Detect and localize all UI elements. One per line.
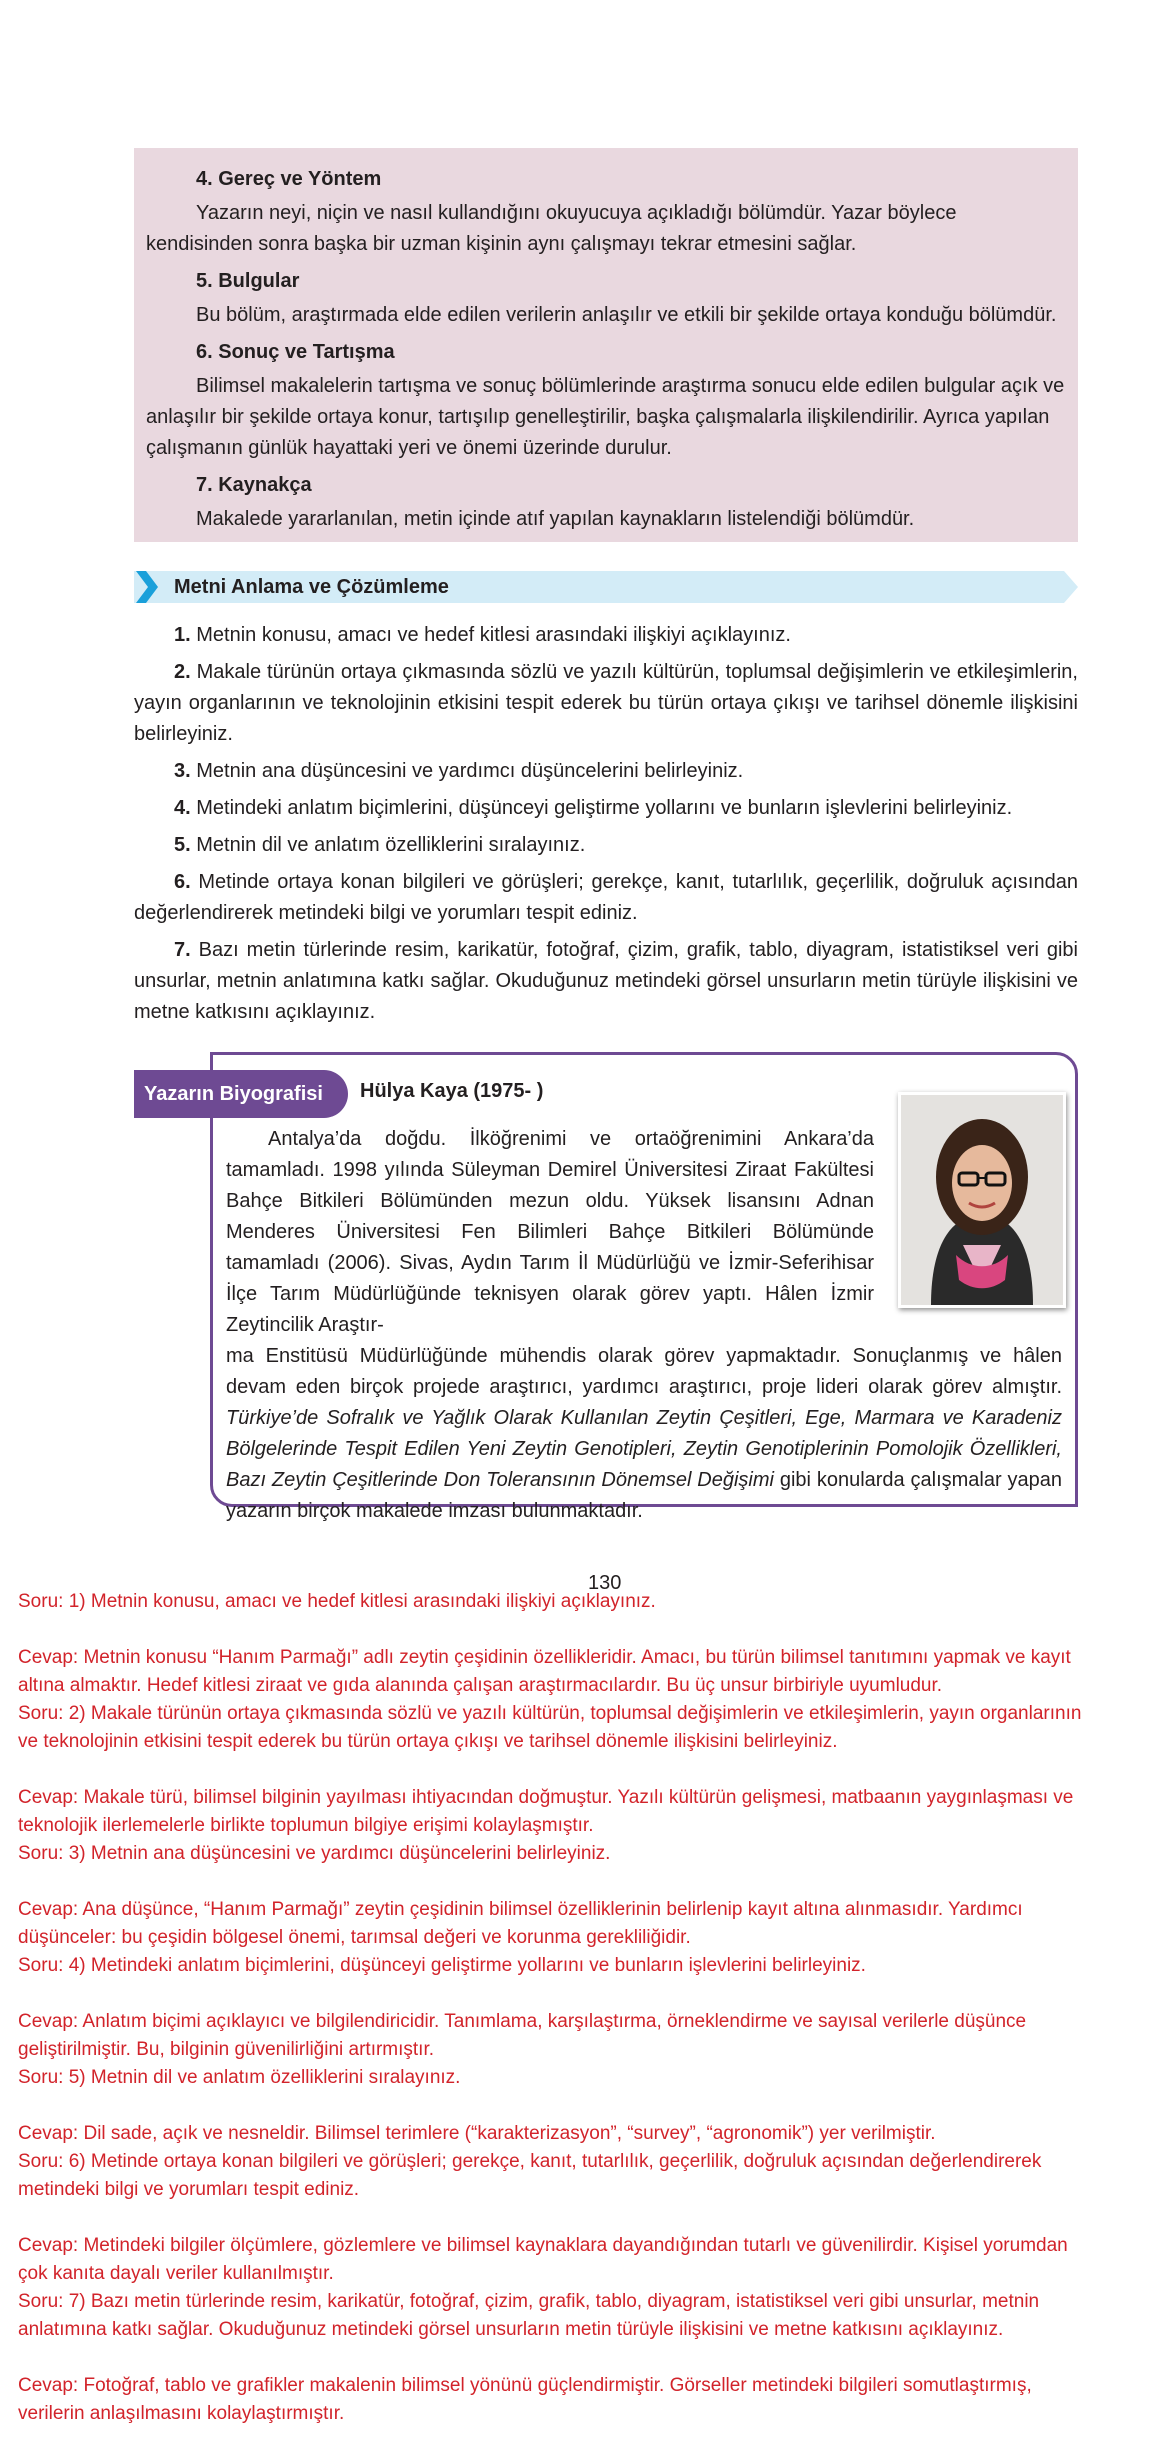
answer-spacer <box>18 2204 1176 2232</box>
answer-line: Soru: 4) Metindeki anlatım biçimlerini, düşünceyi geliştirme yollarını ve bunların işlevlerini belirleyiniz. <box>18 1955 866 1976</box>
question-text: Metnin konusu, amacı ve hedef kitlesi arasındaki ilişkiyi açıklayınız. <box>196 624 791 646</box>
question-text: Metnin dil ve anlatım özelliklerini sıralayınız. <box>196 834 586 856</box>
section-7-text: Makalede yararlanılan, metin içinde atıf yapılan kaynakların listelendiği bölümdür. <box>196 508 915 530</box>
question-number: 4. <box>174 797 191 819</box>
section-5-text: Bu bölüm, araştırmada elde edilen verilerin anlaşılır ve etkili bir şekilde ortaya konduğu bölümdür. <box>196 304 1057 326</box>
question-text: Metnin ana düşüncesini ve yardımcı düşüncelerini belirleyiniz. <box>196 760 744 782</box>
answer-line: Cevap: Metindeki bilgiler ölçümlere, gözlemlere ve bilimsel kaynaklara dayandığından tutarlı ve güvenilirdir. Kişisel yorumdan <box>18 2235 1068 2256</box>
answer-line: ve teknolojinin etkisini tespit ederek bu türün ortaya çıkışı ve tarihsel dönemle ilişkisini belirleyiniz. <box>18 1731 838 1752</box>
question-number: 7. <box>174 939 191 961</box>
analysis-questions <box>134 620 1078 1034</box>
question-item <box>134 935 1078 1028</box>
question-item <box>134 620 1078 651</box>
section-7-title: 7. Kaynakça <box>196 474 312 496</box>
biography-tab: Yazarın Biyografisi <box>134 1070 348 1118</box>
biography-intro: Antalya’da doğdu. İlköğrenimi ve ortaöğrenimini Ankara’da tamamladı. 1998 yılında Süleyman Demirel Üniversitesi Ziraat Fakültesi Bahçe Bitkileri Bölümünden mezun oldu. Yüksek lisansını Adnan Menderes Üniversitesi Fen Bilimleri Bahçe Bitkileri Bölümünde tamamladı (2006). Sivas, Aydın Tarım İl Müdürlüğü ve İzmir-Seferihisar İlçe Tarım Müdürlüğünde teknisyen olarak görev yaptı. Hâlen İzmir Zeytincilik Araştır- <box>226 1128 874 1336</box>
answer-line: çok kanıta dayalı veriler kullanılmıştır. <box>18 2263 334 2284</box>
biography-rest <box>226 1341 1062 1527</box>
answer-spacer <box>18 2344 1176 2372</box>
answer-line: Soru: 1) Metnin konusu, amacı ve hedef kitlesi arasındaki ilişkiyi açıklayınız. <box>18 1591 656 1612</box>
question-number: 6. <box>174 871 191 893</box>
question-text: Metindeki anlatım biçimlerini, düşünceyi geliştirme yollarını ve bunların işlevlerini belirleyiniz. <box>196 797 1013 819</box>
question-number: 1. <box>174 624 191 646</box>
answer-spacer <box>18 2092 1176 2120</box>
biography-text <box>226 1124 1062 1527</box>
answer-line: verilerin anlaşılmasını kolaylaştırmıştır. <box>18 2403 345 2424</box>
answer-line: Cevap: Dil sade, açık ve nesneldir. Bilimsel terimlere (“karakterizasyon”, “survey”, “agronomik”) yer verilmiştir. <box>18 2123 936 2144</box>
analysis-header-band <box>134 571 1078 603</box>
biography-intro-wrap <box>226 1124 874 1341</box>
question-number: 5. <box>174 834 191 856</box>
biography-end: gibi konularda çalışmalar yapan yazarın birçok makalede imzası bulunmaktadır. <box>226 1469 1063 1522</box>
answer-line: Cevap: Anlatım biçimi açıklayıcı ve bilgilendiricidir. Tanımlama, karşılaştırma, örneklendirme ve sayısal verilerle düşünce <box>18 2011 1027 2032</box>
answer-line: Cevap: Fotoğraf, tablo ve grafikler makalenin bilimsel yönünü güçlendirmiştir. Görseller metindeki bilgileri somutlaştırmış, <box>18 2375 1032 2396</box>
section-4-title: 4. Gereç ve Yöntem <box>196 168 382 190</box>
question-number: 3. <box>174 760 191 782</box>
section-6-title: 6. Sonuç ve Tartışma <box>196 341 395 363</box>
analysis-title: Metni Anlama ve Çözümleme <box>174 576 449 598</box>
answer-spacer <box>18 1868 1176 1896</box>
answer-line: Soru: 2) Makale türünün ortaya çıkmasında sözlü ve yazılı kültürün, toplumsal değişimlerin ve etkileşimlerin, yayın organlarının <box>18 1703 1082 1724</box>
answer-spacer <box>18 1980 1176 2008</box>
biography-career: ma Enstitüsü Müdürlüğünde mühendis olarak görev yapmaktadır. Sonuçlanmış ve hâlen devam eden birçok projede araştırıcı, yardımcı araştırıcı, proje lideri olarak görev almıştır. <box>226 1345 1062 1398</box>
biography-works: Türkiye’de Sofralık ve Yağlık Olarak Kullanılan Zeytin Çeşitleri, Ege, Marmara ve Karadeniz Bölgelerinde Tespit Edilen Yeni Zeytin Genotipleri, Zeytin Genotiplerinin Pomolojik Özellikleri, Bazı Zeytin Çeşitlerinde Don Toleransının Dönemsel Değişimi <box>226 1407 1062 1491</box>
answer-line: Soru: 6) Metinde ortaya konan bilgileri ve görüşleri; gerekçe, kanıt, tutarlılık, geçerlilik, doğruluk açısından değerlendirerek <box>18 2151 1042 2172</box>
answer-spacer <box>18 1756 1176 1784</box>
answer-line: geliştirilmiştir. Bu, bilginin güvenilirliğini artırmıştır. <box>18 2039 435 2060</box>
answer-line: teknolojik ilerlemelerle birlikte toplumun bilgiye erişimi kolaylaşmıştır. <box>18 1815 594 1836</box>
question-text: Makale türünün ortaya çıkmasında sözlü ve yazılı kültürün, toplumsal değişimlerin ve etkileşimlerin, yayın organlarının ve teknolojinin etkisini tespit ederek bu türün ortaya çıkışı ve tarihsel dönemle ilişkisini belirleyiniz. <box>134 661 1078 745</box>
answer-line: Soru: 5) Metnin dil ve anlatım özelliklerini sıralayınız. <box>18 2067 461 2088</box>
answer-notes <box>18 1588 1176 2428</box>
question-text: Metinde ortaya konan bilgileri ve görüşleri; gerekçe, kanıt, tutarlılık, geçerlilik, doğruluk açısından değerlendirerek metindeki bilgi ve yorumları tespit ediniz. <box>134 871 1078 924</box>
answer-line: anlatımına katkı sağlar. Okuduğunuz metindeki görsel unsurların metin türüyle ilişkisini ve metne katkısını açıklayınız. <box>18 2319 1004 2340</box>
answer-line: metindeki bilgi ve yorumları tespit ediniz. <box>18 2179 360 2200</box>
section-4-text: Yazarın neyi, niçin ve nasıl kullandığını okuyucuya açıkladığı bölümdür. Yazar böylece kendisinden sonra başka bir uzman kişinin aynı çalışmayı tekrar etmesini sağlar. <box>146 202 957 255</box>
question-item <box>134 756 1078 787</box>
answer-line: Cevap: Makale türü, bilimsel bilginin yayılması ihtiyacından doğmuştur. Yazılı kültürün gelişmesi, matbaanın yaygınlaşması ve <box>18 1787 1074 1808</box>
answer-line: Soru: 7) Bazı metin türlerinde resim, karikatür, fotoğraf, çizim, grafik, tablo, diyagram, istatistiksel veri gibi unsurlar, metnin <box>18 2291 1040 2312</box>
answer-line: Cevap: Metnin konusu “Hanım Parmağı” adlı zeytin çeşidinin özellikleridir. Amacı, bu türün bilimsel tanıtımını yapmak ve kayıt <box>18 1647 1071 1668</box>
answer-line: Soru: 3) Metnin ana düşüncesini ve yardımcı düşüncelerini belirleyiniz. <box>18 1843 611 1864</box>
question-item <box>134 793 1078 824</box>
question-item <box>134 657 1078 750</box>
question-item <box>134 830 1078 861</box>
section-6-text: Bilimsel makalelerin tartışma ve sonuç bölümlerinde araştırma sonucu elde edilen bulgular açık ve anlaşılır bir şekilde ortaya konur, tartışılıp genelleştirilir, başka çalışmalarla ilişkilendirilir. Ayrıca yapılan çalışmanın günlük hayattaki yeri ve önemi üzerinde durulur. <box>146 375 1065 459</box>
answer-line: düşünceler: bu çeşidin bölgesel önemi, tarımsal değeri ve korunma gerekliliğidir. <box>18 1927 691 1948</box>
author-name: Hülya Kaya (1975- ) <box>360 1080 544 1102</box>
answer-spacer <box>18 1616 1176 1644</box>
section-5-title: 5. Bulgular <box>196 270 300 292</box>
question-number: 2. <box>174 661 191 683</box>
article-sections-box <box>134 148 1078 542</box>
question-text: Bazı metin türlerinde resim, karikatür, fotoğraf, çizim, grafik, tablo, diyagram, istatistiksel veri gibi unsurlar, metnin anlatımına katkı sağlar. Okuduğunuz metindeki görsel unsurların metin türüyle ilişkisini ve metne katkısını açıklayınız. <box>134 939 1078 1023</box>
answer-line: Cevap: Ana düşünce, “Hanım Parmağı” zeytin çeşidinin bilimsel özelliklerinin belirlenip kayıt altına alınmasıdır. Yardımcı <box>18 1899 1023 1920</box>
answer-line: altına almaktır. Hedef kitlesi ziraat ve gıda alanında çalışan araştırmacılardır. Bu üç unsur birbiriyle uyumludur. <box>18 1675 943 1696</box>
chevron-right-icon <box>134 571 160 603</box>
question-item <box>134 867 1078 929</box>
page-number: 130 <box>588 1572 622 1594</box>
